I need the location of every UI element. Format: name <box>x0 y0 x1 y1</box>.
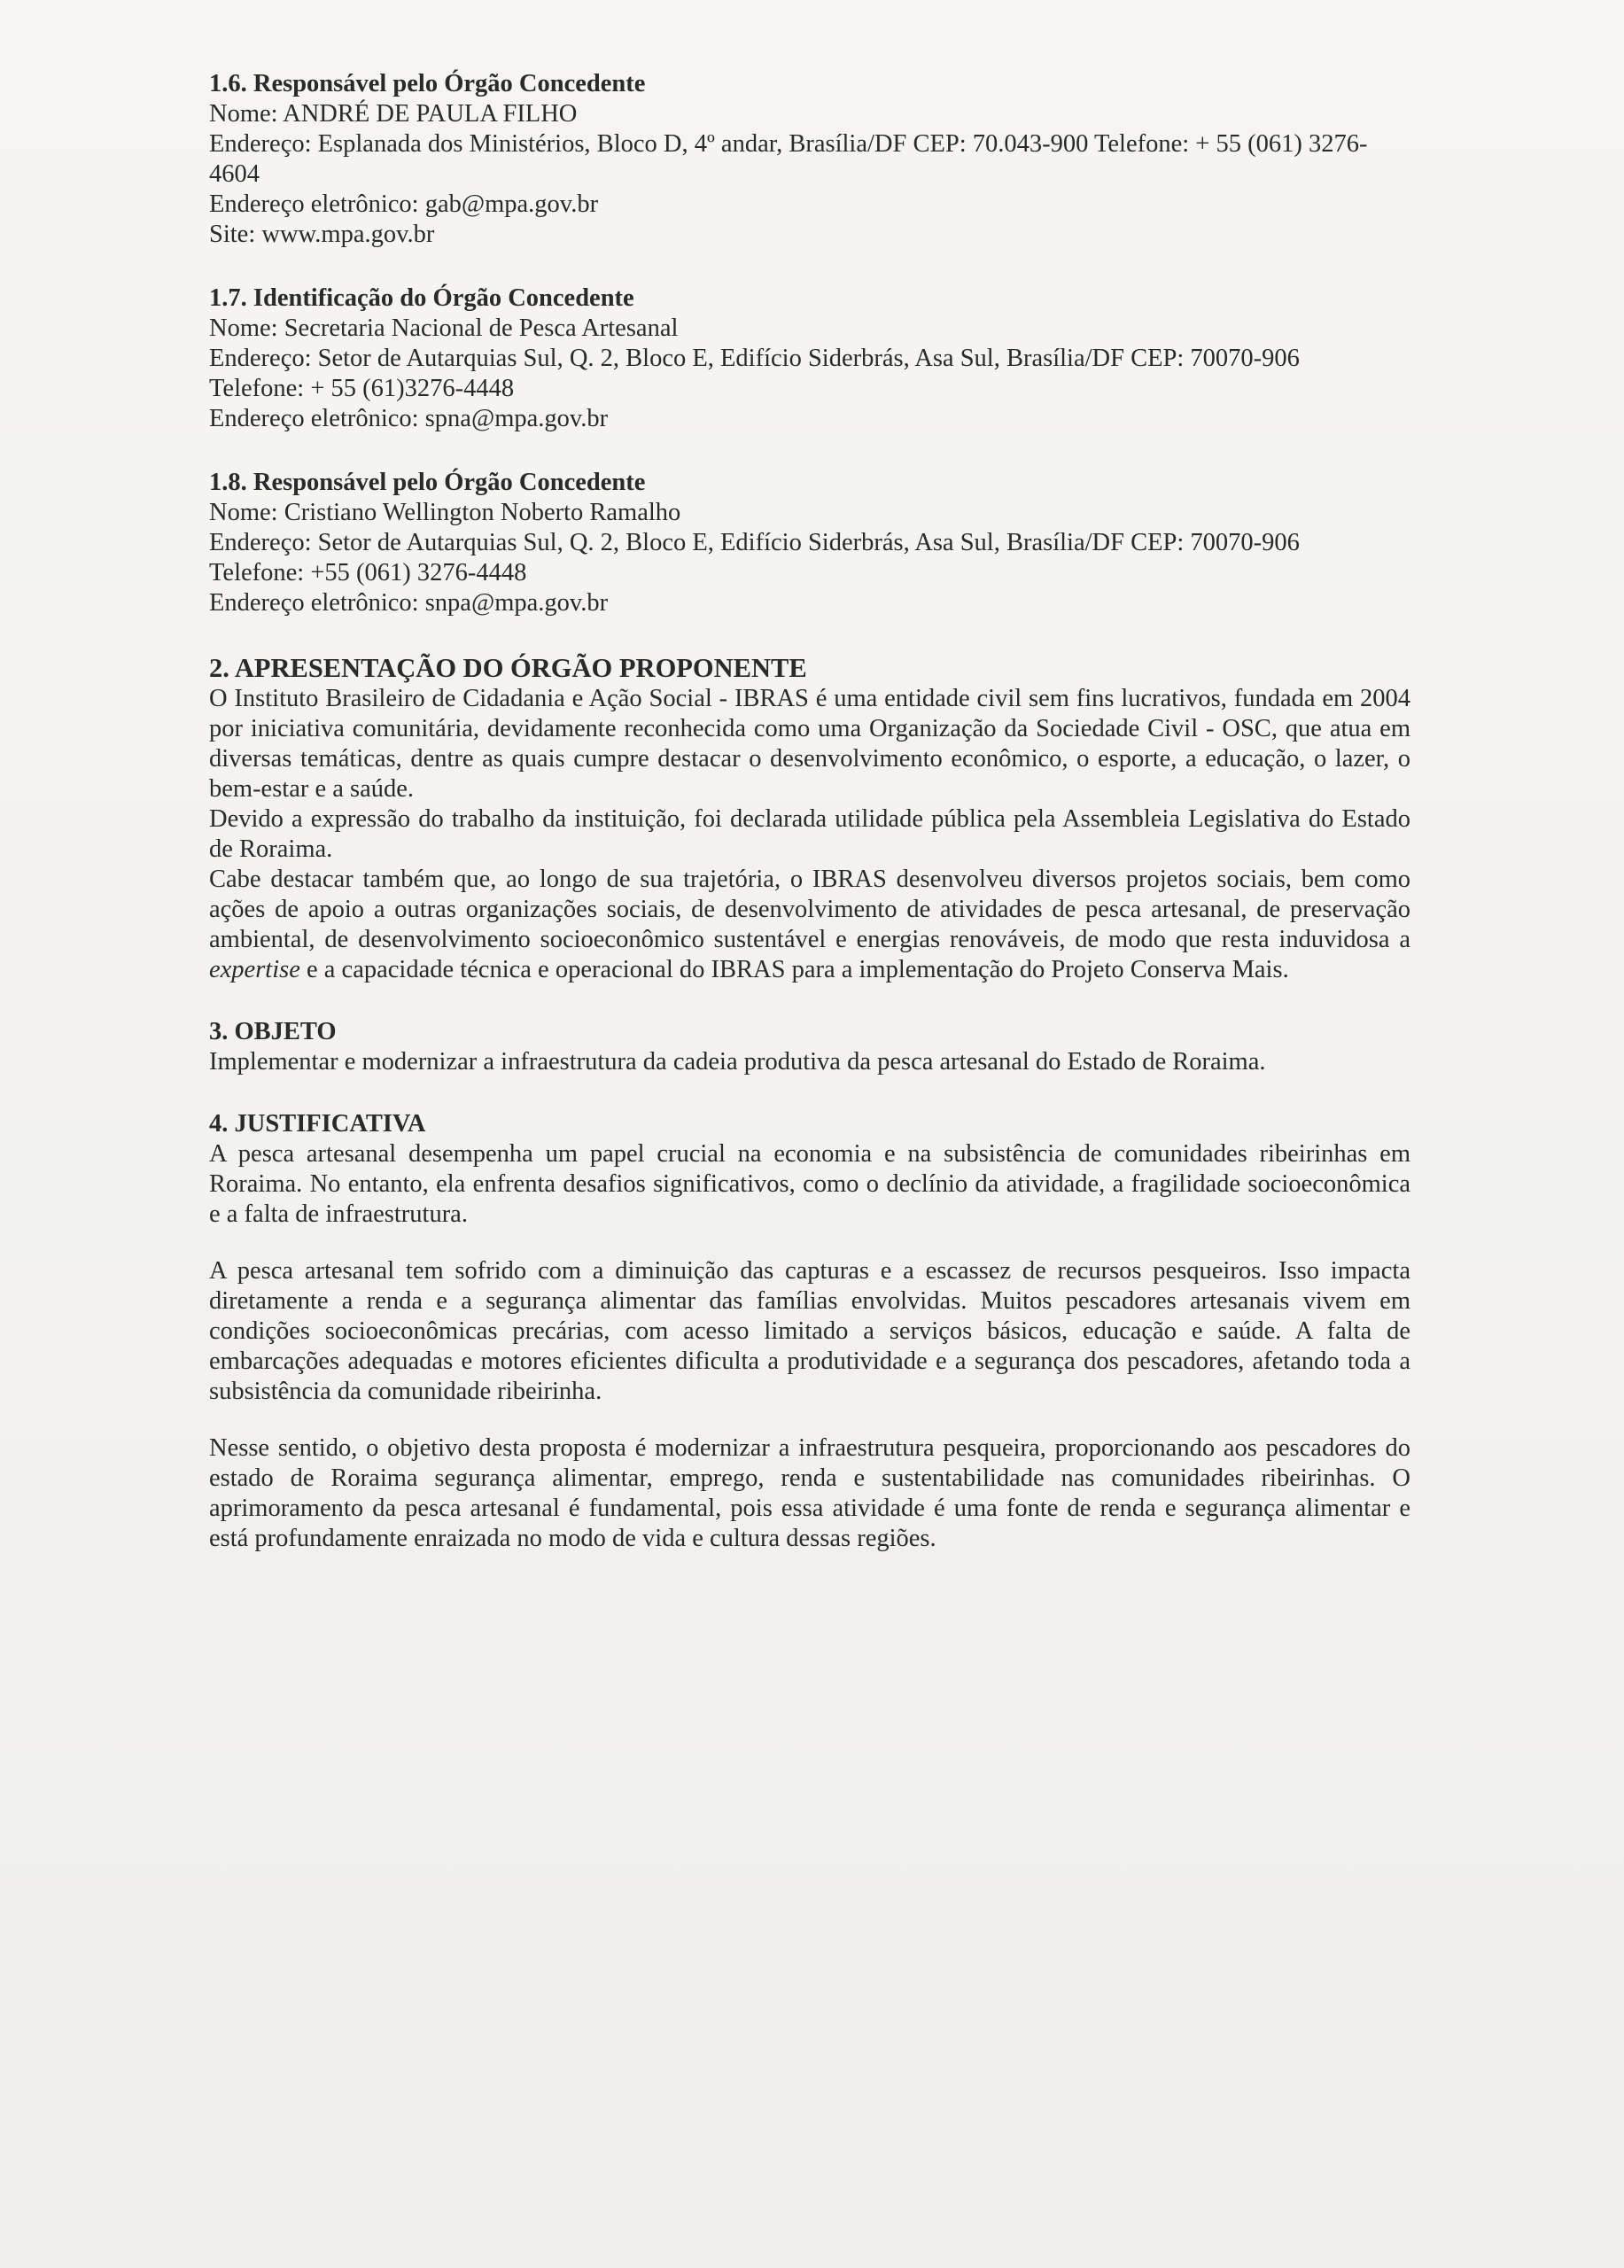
document-body <box>209 69 1410 1554</box>
field-email: Endereço eletrônico: gab@mpa.gov.br <box>209 190 599 218</box>
field-email: Endereço eletrônico: spna@mpa.gov.br <box>209 405 609 432</box>
paragraph <box>209 865 1410 985</box>
field-endereco: Endereço: Setor de Autarquias Sul, Q. 2, Bloco E, Edifício Siderbrás, Asa Sul, Brasília/DF CEP: 70070-906 <box>209 345 1300 372</box>
field-telefone: Telefone: +55 (061) 3276-4448 <box>209 559 527 586</box>
paragraph: Nesse sentido, o objetivo desta proposta é modernizar a infraestrutura pesqueira, proporcionando aos pescadores do estado de Roraima segurança alimentar, emprego, renda e sustentabilidade nas comunidades ribeirinhas. O aprimoramento da pesca artesanal é fundamental, pois essa atividade é uma fonte de renda e segurança alimentar e está profundamente enraizada no modo de vida e cultura dessas regiões. <box>209 1434 1410 1552</box>
section-heading: 4. JUSTIFICATIVA <box>209 1110 426 1138</box>
section-1-7 <box>209 284 1410 434</box>
paragraph-text: e a capacidade técnica e operacional do IBRAS para a implementação do Projeto Conserva Mais. <box>299 956 1289 983</box>
field-site: Site: www.mpa.gov.br <box>209 221 435 248</box>
paragraph: Implementar e modernizar a infraestrutura da cadeia produtiva da pesca artesanal do Estado de Roraima. <box>209 1048 1266 1076</box>
paragraph: A pesca artesanal tem sofrido com a diminuição das capturas e a escassez de recursos pesqueiros. Isso impacta diretamente a renda e a segurança alimentar das famílias envolvidas. Muitos pescadores artesanais vivem em condições socioeconômicas precárias, com acesso limitado a serviços básicos, educação e saúde. A falta de embarcações adequadas e motores eficientes dificulta a produtividade e a segurança dos pescadores, afetando toda a subsistência da comunidade ribeirinha. <box>209 1257 1410 1405</box>
italic-term: expertise <box>209 956 300 983</box>
section-4 <box>209 1109 1410 1554</box>
field-endereco: Endereço: Setor de Autarquias Sul, Q. 2, Bloco E, Edifício Siderbrás, Asa Sul, Brasília/DF CEP: 70070-906 <box>209 529 1300 556</box>
section-heading: 2. APRESENTAÇÃO DO ÓRGÃO PROPONENTE <box>209 653 807 683</box>
section-1-6 <box>209 69 1410 250</box>
field-endereco: Endereço: Esplanada dos Ministérios, Bloco D, 4º andar, Brasília/DF CEP: 70.043-900 Telefone: + 55 (061) 3276-4604 <box>209 130 1368 188</box>
field-nome: Nome: Cristiano Wellington Noberto Ramalho <box>209 499 681 526</box>
section-2 <box>209 652 1410 985</box>
paragraph-text: Cabe destacar também que, ao longo de sua trajetória, o IBRAS desenvolveu diversos projetos sociais, bem como ações de apoio a outras organizações sociais, de desenvolvimento de atividades de pesca artesanal, de preservação ambiental, de desenvolvimento socioeconômico sustentável e energias renováveis, de modo que resta induvidosa a <box>209 866 1410 953</box>
field-nome: Nome: Secretaria Nacional de Pesca Artesanal <box>209 315 679 342</box>
field-email: Endereço eletrônico: snpa@mpa.gov.br <box>209 589 609 617</box>
section-3 <box>209 1017 1410 1077</box>
section-heading: 3. OBJETO <box>209 1018 337 1045</box>
field-nome: Nome: ANDRÉ DE PAULA FILHO <box>209 100 578 128</box>
paragraph: A pesca artesanal desempenha um papel crucial na economia e na subsistência de comunidades ribeirinhas em Roraima. No entanto, ela enfrenta desafios significativos, como o declínio da atividade, a fragilidade socioeconômica e a falta de infraestrutura. <box>209 1140 1410 1228</box>
field-telefone: Telefone: + 55 (61)3276-4448 <box>209 375 515 402</box>
paragraph: O Instituto Brasileiro de Cidadania e Ação Social - IBRAS é uma entidade civil sem fins lucrativos, fundada em 2004 por iniciativa comunitária, devidamente reconhecida como uma Organização da Sociedade Civil - OSC, que atua em diversas temáticas, dentre as quais cumpre destacar o desenvolvimento econômico, o esporte, a educação, o lazer, o bem-estar e a saúde. <box>209 685 1410 803</box>
section-heading: 1.7. Identificação do Órgão Concedente <box>209 284 634 312</box>
paragraph: Devido a expressão do trabalho da instituição, foi declarada utilidade pública pela Assembleia Legislativa do Estado de Roraima. <box>209 805 1410 863</box>
section-heading: 1.6. Responsável pelo Órgão Concedente <box>209 70 646 97</box>
section-heading: 1.8. Responsável pelo Órgão Concedente <box>209 469 646 496</box>
section-1-8 <box>209 468 1410 618</box>
